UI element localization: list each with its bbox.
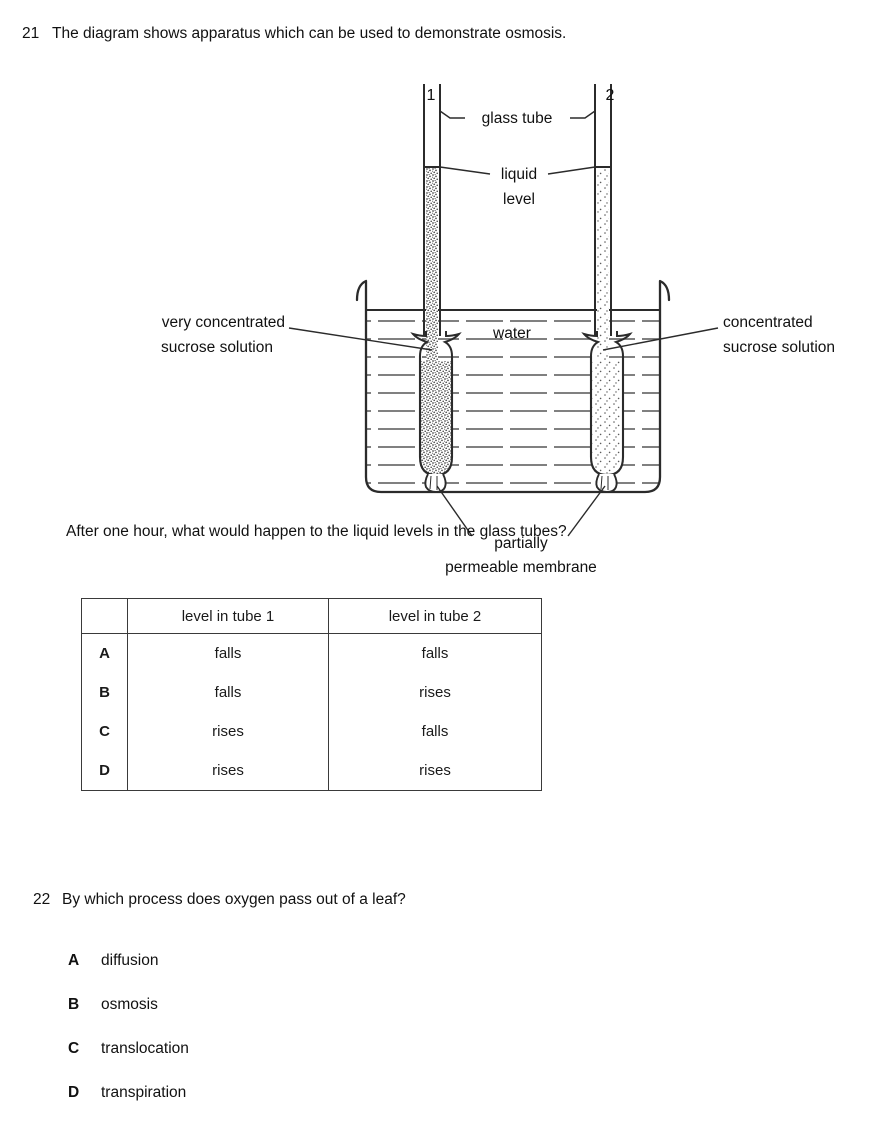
table-row[interactable] — [82, 712, 542, 751]
liquid-level-label-line1: liquid — [500, 166, 538, 183]
question-21-heading — [22, 24, 566, 44]
option-letter: C — [68, 1040, 80, 1057]
option-letter: B — [68, 996, 80, 1013]
table-header-tube-1: level in tube 1 — [128, 599, 329, 634]
table-cell-tube-2: falls — [329, 712, 542, 751]
table-cell-tube-2: rises — [329, 751, 542, 791]
table-row-letter: B — [82, 673, 128, 712]
table-row[interactable] — [82, 634, 542, 674]
question-22-option-c[interactable] — [68, 1040, 189, 1058]
question-22-option-b[interactable] — [68, 996, 158, 1014]
question-22-option-d[interactable] — [68, 1084, 186, 1102]
question-22-option-a[interactable] — [68, 952, 158, 970]
table-row[interactable] — [82, 751, 542, 791]
question-21-sub-question: After one hour, what would happen to the liquid levels in the glass tubes? — [66, 523, 567, 540]
option-label: osmosis — [101, 996, 158, 1013]
option-label: transpiration — [101, 1084, 187, 1101]
right-solution-label-line2: sucrose solution — [723, 339, 836, 356]
option-label: translocation — [101, 1040, 189, 1057]
table-row-letter: D — [82, 751, 128, 791]
membrane-label-line1: partially — [494, 535, 548, 552]
table-header-tube-2: level in tube 2 — [329, 599, 542, 634]
liquid-level-label-line2: level — [503, 191, 535, 208]
question-21-number: 21 — [22, 25, 40, 42]
tube-2-number: 2 — [605, 87, 615, 104]
table-row-letter: C — [82, 712, 128, 751]
table-cell-tube-2: falls — [329, 634, 542, 674]
table-header-row — [82, 599, 542, 634]
right-solution-label-line1: concentrated — [723, 314, 813, 331]
partially-permeable-membrane-2 — [596, 474, 616, 492]
table-cell-tube-1: falls — [128, 634, 329, 674]
option-letter: D — [68, 1084, 80, 1101]
table-header-blank — [82, 599, 128, 634]
question-22-stem: By which process does oxygen pass out of a leaf? — [62, 891, 406, 908]
tube-1-number: 1 — [426, 87, 436, 104]
question-21-stem: The diagram shows apparatus which can be used to demonstrate osmosis. — [52, 25, 567, 42]
left-solution-label-line2: sucrose solution — [160, 339, 273, 356]
membrane-label-line2: permeable membrane — [445, 559, 597, 576]
question-22-number: 22 — [33, 891, 51, 908]
table-cell-tube-1: rises — [128, 712, 329, 751]
option-letter: A — [68, 952, 80, 969]
table-cell-tube-1: rises — [128, 751, 329, 791]
table-cell-tube-2: rises — [329, 673, 542, 712]
left-solution-label-line1: very concentrated — [161, 314, 285, 331]
partially-permeable-membrane-1 — [425, 474, 445, 492]
question-22-heading — [33, 890, 406, 910]
glass-tube-label: glass tube — [481, 110, 553, 127]
table-row-letter: A — [82, 634, 128, 674]
option-label: diffusion — [101, 952, 159, 969]
table-cell-tube-1: falls — [128, 673, 329, 712]
table-row[interactable] — [82, 673, 542, 712]
water-label: water — [493, 325, 531, 342]
glass-tube-1 — [413, 84, 459, 492]
glass-tube-2 — [584, 84, 630, 492]
answer-options-table — [81, 598, 542, 791]
